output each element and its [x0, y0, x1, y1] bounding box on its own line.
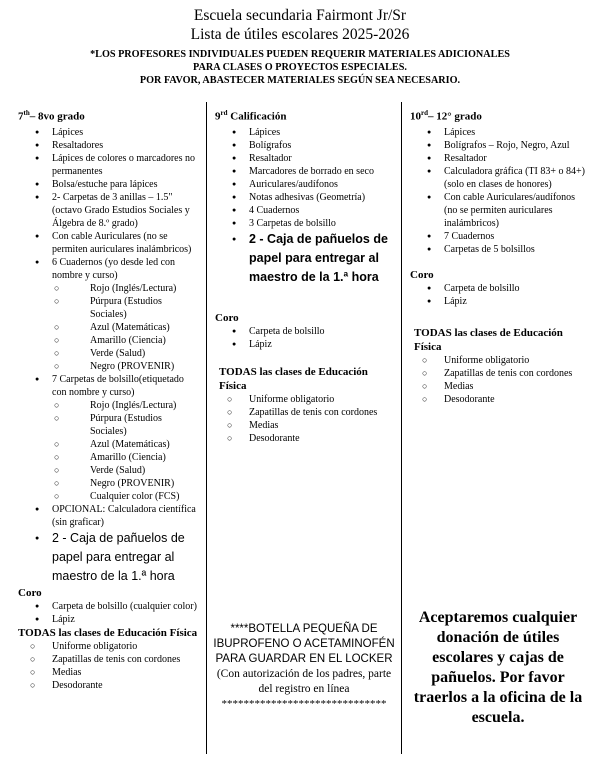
- grade-10-12-column: [402, 102, 594, 754]
- tissue-item: ● 2 - Caja de pañuelos de papel para entregar al maestro de la 1.ª hora: [215, 230, 395, 287]
- folder-color-item: ○ Verde (Salud): [18, 464, 200, 477]
- notebook-color-item: ○ Amarillo (Ciencia): [18, 334, 200, 347]
- list-item: ● Carpeta de bolsillo: [410, 282, 588, 295]
- list-item: ● Notas adhesivas (Geometría): [215, 191, 395, 204]
- list-item: ○ Desodorante: [410, 393, 588, 406]
- list-item: ● Lápices de colores o marcadores no permanentes: [18, 152, 200, 178]
- list-item: ● Marcadores de borrado en seco: [215, 165, 395, 178]
- list-item: ● Lápiz: [410, 295, 588, 308]
- grade-9-column: [206, 102, 402, 754]
- ibuprofen-text: ****BOTELLA PEQUEÑA DE IBUPROFENO O ACETAMINOFÉN PARA GUARDAR EN EL LOCKER: [213, 623, 395, 665]
- list-item: ● Carpetas de 5 bolsillos: [410, 243, 588, 256]
- list-item: ● Con cable Auriculares/audífonos (no se permiten auriculares inalámbricos): [410, 191, 588, 230]
- coro-heading: Coro: [18, 586, 42, 599]
- list-item: ● 7 Carpetas de bolsillo(etiquetado con nombre y curso): [18, 373, 200, 399]
- list-item: ● Bolígrafos – Rojo, Negro, Azul: [410, 139, 588, 152]
- folder-color-item: ○ Púrpura (Estudios Sociales): [18, 412, 200, 438]
- list-item: ● Resaltador: [410, 152, 588, 165]
- list-item: ○ Zapatillas de tenis con cordones: [215, 406, 395, 419]
- pe-list: [215, 393, 395, 445]
- list-item: ● Con cable Auriculares (no se permiten auriculares inalámbricos): [18, 230, 200, 256]
- pe-heading: TODAS las clases de Educación Física: [18, 626, 198, 639]
- list-item: ● 3 Carpetas de bolsillo: [215, 217, 395, 230]
- document-header: [0, 0, 600, 87]
- folder-color-item: ○ Negro (PROVENIR): [18, 477, 200, 490]
- pe-list: [410, 354, 588, 406]
- coro-list: [18, 600, 200, 626]
- list-item: ○ Desodorante: [215, 432, 395, 445]
- list-item: ● Resaltadores: [18, 139, 200, 152]
- list-item: ● Carpeta de bolsillo: [215, 325, 395, 338]
- notebook-color-item: ○ Azul (Matemáticas): [18, 321, 200, 334]
- notice-line: POR FAVOR, ABASTECER MATERIALES SEGÚN SEA NECESARIO.: [139, 75, 461, 86]
- list-item: ○ Uniforme obligatorio: [215, 393, 395, 406]
- coro-list: [410, 282, 588, 308]
- list-item: ○ Uniforme obligatorio: [18, 640, 200, 653]
- supply-list: [18, 126, 200, 586]
- list-item: ● Lápices: [215, 126, 395, 139]
- list-item: ○ Desodorante: [18, 679, 200, 692]
- supply-list: [410, 126, 588, 256]
- notebook-color-item: ○ Verde (Salud): [18, 347, 200, 360]
- list-item: ● Carpeta de bolsillo (cualquier color): [18, 600, 200, 613]
- pe-list: [18, 640, 200, 692]
- school-name: Escuela secundaria Fairmont Jr/Sr: [193, 7, 407, 24]
- list-item: ● Auriculares/audífonos: [215, 178, 395, 191]
- coro-heading: Coro: [410, 268, 434, 281]
- donation-note: Aceptaremos cualquier donación de útiles escolares y cajas de pañuelos. Por favor traerlos a la oficina de la escuela.: [413, 609, 583, 726]
- notice-line: *LOS PROFESORES INDIVIDUALES PUEDEN REQUERIR MATERIALES ADICIONALES: [90, 49, 510, 60]
- pe-heading: TODAS las clases de Educación Física: [219, 365, 368, 392]
- notebook-color-item: ○ Púrpura (Estudios Sociales): [18, 295, 200, 321]
- coro-heading: Coro: [215, 311, 239, 324]
- supply-list: [215, 126, 395, 287]
- list-item: ○ Medias: [18, 666, 200, 679]
- tissue-item: ● 2 - Caja de pañuelos de papel para entregar al maestro de la 1.ª hora: [18, 529, 200, 586]
- list-item: ● 2- Carpetas de 3 anillas – 1.5"(octavo Grado Estudios Sociales y Álgebra de 8.º grado): [18, 191, 200, 230]
- folder-color-item: ○ Amarillo (Ciencia): [18, 451, 200, 464]
- list-item: ○ Zapatillas de tenis con cordones: [410, 367, 588, 380]
- column-heading: 10rd– 12° grado: [410, 109, 482, 123]
- list-title: Lista de útiles escolares 2025-2026: [190, 26, 410, 43]
- folder-color-item: ○ Rojo (Inglés/Lectura): [18, 399, 200, 412]
- folder-color-item: ○ Cualquier color (FCS): [18, 490, 200, 503]
- list-item: ○ Uniforme obligatorio: [410, 354, 588, 367]
- list-item: ● 7 Cuadernos: [410, 230, 588, 243]
- list-item: ● Lápices: [18, 126, 200, 139]
- list-item: ○ Medias: [215, 419, 395, 432]
- supply-columns: [12, 102, 594, 754]
- list-item: ● Lápiz: [215, 338, 395, 351]
- list-item: ● 6 Cuadernos (yo desde led con nombre y curso): [18, 256, 200, 282]
- list-item: ● 4 Cuadernos: [215, 204, 395, 217]
- list-item: ● Lápiz: [18, 613, 200, 626]
- notice-line: PARA CLASES O PROYECTOS ESPECIALES.: [193, 62, 407, 73]
- notebook-color-item: ○ Rojo (Inglés/Lectura): [18, 282, 200, 295]
- ibuprofen-note: [207, 622, 401, 712]
- list-item: ● Bolsa/estuche para lápices: [18, 178, 200, 191]
- teacher-notice: [0, 48, 600, 87]
- folder-color-item: ○ Azul (Matemáticas): [18, 438, 200, 451]
- ibuprofen-stars: ******************************: [221, 698, 387, 710]
- grade-7-8-column: [12, 102, 206, 754]
- list-item: ○ Medias: [410, 380, 588, 393]
- notebook-color-item: ○ Negro (PROVENIR): [18, 360, 200, 373]
- list-item: ● Resaltador: [215, 152, 395, 165]
- ibuprofen-consent: (Con autorización de los padres, parte del registro en línea: [216, 668, 392, 695]
- list-item: ○ Zapatillas de tenis con cordones: [18, 653, 200, 666]
- column-heading: 9rd Calificación: [215, 109, 287, 123]
- list-item: ● OPCIONAL: Calculadora científica (sin graficar): [18, 503, 200, 529]
- column-heading: 7th– 8vo grado: [18, 109, 85, 123]
- list-item: ● Bolígrafos: [215, 139, 395, 152]
- coro-list: [215, 325, 395, 351]
- list-item: ● Lápices: [410, 126, 588, 139]
- list-item: ● Calculadora gráfica (TI 83+ o 84+) (solo en clases de honores): [410, 165, 588, 191]
- pe-heading: TODAS las clases de Educación Física: [414, 326, 563, 353]
